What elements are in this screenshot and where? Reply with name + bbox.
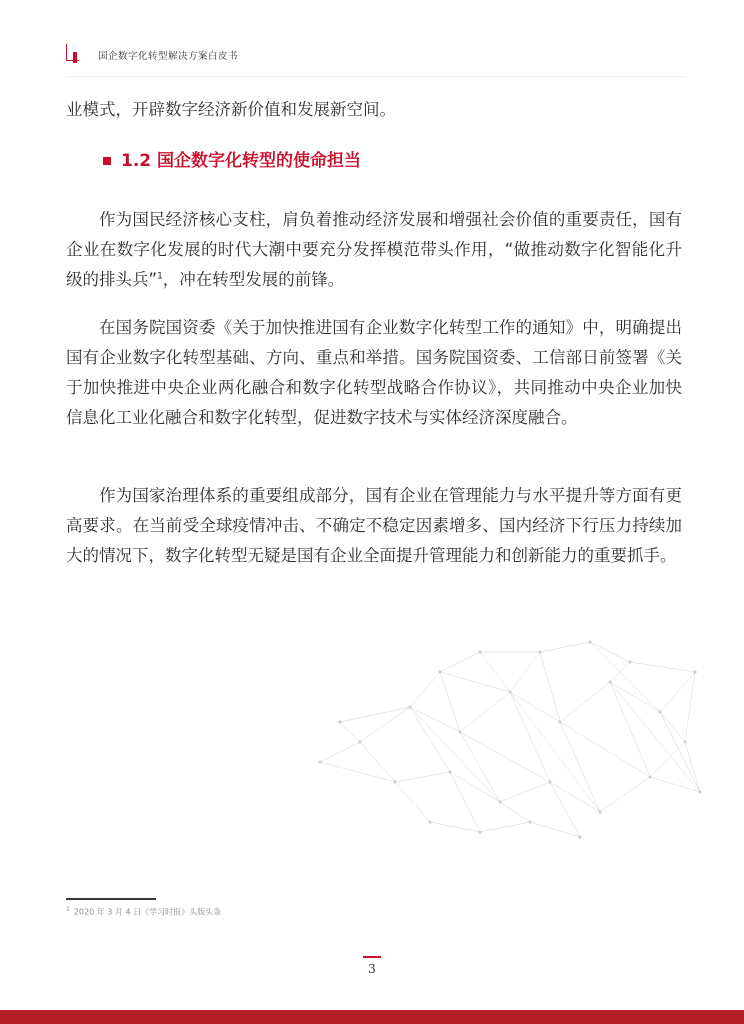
paragraph-2: 在国务院国资委《关于加快推进国有企业数字化转型工作的通知》中，明确提出国有企业数字化转型基础、方向、重点和举措。国务院国资委、工信部日前签署《关于加快推进中央企业两化融合和数字化转型战略合作协议》，共同推动中央企业加快信息化工业化融合和数字化转型，促进数字技术与实体经济深度融合。 (66, 318, 682, 427)
footnote-divider (66, 898, 156, 900)
page-number: 3 (368, 962, 376, 976)
page-header (66, 44, 686, 78)
page-number-divider (363, 956, 381, 958)
network-graphic-icon (300, 612, 720, 852)
footer-color-bar (0, 1010, 744, 1024)
footnote-reference: 1 (157, 271, 163, 282)
header-divider (66, 76, 686, 77)
paragraph-1-main: 作为国民经济核心支柱，肩负着推动经济发展和增强社会价值的重要责任，国有企业在数字化发展的时代大潮中要充分发挥模范带头作用，“做推动数字化智能化升级的排头兵” (66, 210, 682, 289)
footnote-mark: 1 (66, 906, 70, 913)
paragraph-1 (66, 205, 682, 295)
paragraph-1-tail: ，冲在转型发展的前锋。 (162, 270, 345, 289)
heading-square-icon (103, 157, 111, 165)
header-title: 国企数字化转型解决方案白皮书 (98, 51, 239, 62)
section-heading-text: 1.2 国企数字化转型的使命担当 (121, 151, 362, 171)
footnote-text: 2020 年 3 月 4 日《学习时报》头版头条 (73, 907, 222, 917)
brand-logo-icon (66, 44, 84, 66)
paragraph-continued: 业模式，开辟数字经济新价值和发展新空间。 (66, 100, 396, 119)
paragraph-3: 作为国家治理体系的重要组成部分，国有企业在管理能力与水平提升等方面有更高要求。在当前受全球疫情冲击、不确定不稳定因素增多、国内经济下行压力持续加大的情况下，数字化转型无疑是国有企业全面提升管理能力和创新能力的重要抓手。 (66, 486, 682, 565)
footnote (66, 906, 221, 918)
